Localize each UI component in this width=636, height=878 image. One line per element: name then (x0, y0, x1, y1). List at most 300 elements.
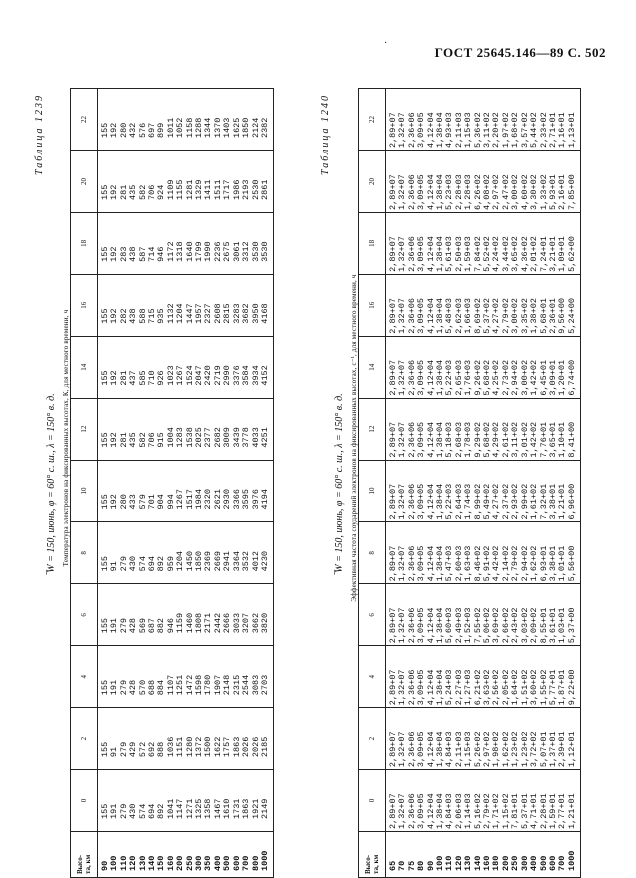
value-cell: 1986 (233, 151, 242, 213)
value-cell: 3,44+02 (502, 212, 511, 274)
value-cell: 2719 (214, 336, 223, 398)
value-cell: 3,35+02 (521, 274, 530, 336)
value-cell: 4168 (261, 274, 274, 336)
value-cell: 701 (148, 460, 157, 522)
table-row (233, 89, 242, 878)
value-cell: 4,12+04 (427, 522, 436, 584)
value-cell: 1155 (176, 151, 185, 213)
value-cell: 3,00+02 (511, 274, 520, 336)
value-cell: 572 (139, 708, 148, 770)
value-cell: 3,21+01 (549, 212, 558, 274)
value-cell: 1467 (214, 770, 223, 832)
value-cell: 1,32+07 (398, 398, 407, 460)
value-cell: 5,61+03 (445, 212, 454, 274)
value-cell: 715 (148, 274, 157, 336)
value-cell: 438 (129, 212, 138, 274)
table-label: Таблица 1240 (320, 94, 331, 175)
column-header-hour: 14 (359, 336, 386, 398)
value-cell: 4,84+03 (445, 708, 454, 770)
value-cell: 279 (120, 584, 129, 646)
column-header-hour: 6 (71, 584, 98, 646)
value-cell: 3682 (242, 274, 251, 336)
value-cell: 3439 (233, 398, 242, 460)
value-cell: 2442 (214, 584, 223, 646)
value-cell: 3,72+02 (530, 708, 539, 770)
value-cell: 5,60+03 (445, 584, 454, 646)
value-cell: 1,66+03 (464, 274, 473, 336)
value-cell: 155 (98, 151, 111, 213)
value-cell: 1,32+07 (398, 89, 407, 151)
value-cell: 1,61+02 (530, 460, 539, 522)
row-height-cell: 300 (195, 832, 204, 878)
value-cell: 2,61+02 (502, 398, 511, 460)
row-height-cell: 80 (417, 832, 426, 878)
value-cell: 1625 (233, 89, 242, 151)
value-cell: 5,62+00 (568, 212, 581, 274)
value-cell: 2327 (204, 274, 213, 336)
table-row (204, 89, 213, 878)
value-cell: 1,32+07 (398, 522, 407, 584)
value-cell: 3083 (252, 646, 261, 708)
value-cell: 1,62+02 (530, 522, 539, 584)
value-cell: 5,37+02 (483, 274, 492, 336)
value-cell: 2,89+07 (386, 89, 399, 151)
value-cell: 1107 (167, 646, 176, 708)
row-height-cell: 90 (427, 832, 436, 878)
value-cell: 882 (157, 584, 166, 646)
value-cell: 5,24+00 (568, 274, 581, 336)
value-cell: 3,69+02 (492, 584, 501, 646)
value-cell: 3,57+02 (521, 89, 530, 151)
table-row (98, 89, 111, 878)
value-cell: 2124 (252, 89, 261, 151)
value-cell: 2,89+07 (386, 522, 399, 584)
value-cell: 1267 (176, 336, 185, 398)
rotated-content (36, 88, 596, 878)
value-cell: 3584 (242, 336, 251, 398)
column-header-hour: 12 (359, 398, 386, 460)
value-cell: 9,56+00 (558, 274, 567, 336)
value-cell: 1472 (186, 646, 195, 708)
table-row (195, 89, 204, 878)
value-cell: 1,62+02 (502, 708, 511, 770)
value-cell: 7,32+01 (540, 460, 549, 522)
value-cell: 582 (139, 151, 148, 213)
value-cell: 3976 (252, 460, 261, 522)
value-cell: 6,96+00 (568, 460, 581, 522)
value-cell: 1036 (167, 708, 176, 770)
value-cell: 1511 (214, 151, 223, 213)
value-cell: 5,77+01 (549, 646, 558, 708)
value-cell: 1,33+02 (540, 151, 549, 213)
value-cell: 1,38+02 (530, 274, 539, 336)
value-cell: 3033 (233, 584, 242, 646)
table-caption: Температура электронов на фиксированных высотах, К, для местного времени, ч (62, 309, 70, 567)
value-cell: 5,07+01 (540, 708, 549, 770)
value-cell: 279 (120, 708, 129, 770)
value-cell: 2815 (223, 274, 232, 336)
value-cell: 1,32+07 (398, 460, 407, 522)
table-subtitle: ̅W = 150, июнь, φ = 60° с. ш., λ = 150° в. д. (46, 393, 57, 573)
row-height-cell: 200 (502, 832, 511, 878)
value-cell: 1,38+04 (436, 89, 445, 151)
value-cell: 1158 (186, 89, 195, 151)
value-cell: 91 (110, 708, 119, 770)
value-cell: 1370 (214, 89, 223, 151)
value-cell: 2930 (223, 460, 232, 522)
value-cell: 3934 (252, 336, 261, 398)
value-cell: 155 (98, 398, 111, 460)
value-cell: 1011 (167, 89, 176, 151)
table-caption: Эффективная частота соударений электронов на фиксированных высотах, с⁻¹, для местного времени, ч (350, 274, 358, 602)
value-cell: 2236 (214, 212, 223, 274)
value-cell: 282 (120, 274, 129, 336)
value-cell: 1288 (195, 89, 204, 151)
value-cell: 6,21+02 (474, 646, 483, 708)
row-height-cell: 70 (398, 832, 407, 878)
value-cell: 1,32+07 (398, 770, 407, 832)
value-cell: 904 (157, 460, 166, 522)
row-height-cell: 400 (530, 832, 539, 878)
value-cell: 1,87+01 (558, 646, 567, 708)
value-cell: 2148 (223, 646, 232, 708)
value-cell: 9,29+02 (474, 398, 483, 460)
value-cell: 574 (139, 522, 148, 584)
row-height-cell: 150 (157, 832, 166, 878)
value-cell: 2,16+01 (558, 151, 567, 213)
value-cell: 155 (98, 584, 111, 646)
value-cell: 430 (129, 522, 138, 584)
value-cell: 428 (129, 646, 138, 708)
value-cell: 1,38+04 (436, 770, 445, 832)
value-cell: 1,32+07 (398, 336, 407, 398)
value-cell: 899 (157, 89, 166, 151)
value-cell: 2,36+06 (408, 770, 417, 832)
value-cell: 192 (110, 89, 119, 151)
value-cell: 2,27+03 (455, 646, 464, 708)
value-cell: 1325 (195, 770, 204, 832)
value-cell: 884 (157, 646, 166, 708)
value-cell: 2,36+06 (408, 336, 417, 398)
column-header-hour: 18 (359, 212, 386, 274)
value-cell: 5,18+03 (445, 398, 454, 460)
value-cell: 2,89+07 (386, 151, 399, 213)
value-cell: 3532 (242, 522, 251, 584)
value-cell: 7,85+00 (568, 151, 581, 213)
value-cell: 888 (157, 708, 166, 770)
value-cell: 2,66+02 (502, 584, 511, 646)
value-cell: 4,12+04 (427, 770, 436, 832)
value-cell: 4,12+04 (427, 274, 436, 336)
row-height-cell: 400 (214, 832, 223, 878)
value-cell: 2,62+03 (455, 274, 464, 336)
table-row (261, 89, 274, 878)
value-cell: 2,37+02 (502, 460, 511, 522)
value-cell: 6,93+01 (540, 522, 549, 584)
value-cell: 1,38+04 (436, 274, 445, 336)
column-header-hour: 0 (71, 770, 98, 832)
value-cell: 1,15+02 (502, 770, 511, 832)
value-cell: 4194 (261, 460, 274, 522)
value-cell: 1041 (167, 770, 176, 832)
value-cell: 1251 (176, 646, 185, 708)
data-table (70, 88, 274, 878)
value-cell: 1,38+04 (436, 336, 445, 398)
value-cell: 5,23+03 (445, 151, 454, 213)
value-cell: 432 (129, 89, 138, 151)
value-cell: 1,38+04 (436, 212, 445, 274)
value-cell: 694 (148, 770, 157, 832)
value-cell: 2,65+03 (455, 336, 464, 398)
value-cell: 5,24+03 (445, 646, 454, 708)
table-subtitle: ̅W = 150, июнь, φ = 60° с. ш., λ = 150° в. д. (334, 393, 345, 573)
value-cell: 1984 (195, 460, 204, 522)
value-cell: 192 (110, 274, 119, 336)
value-cell: 435 (129, 151, 138, 213)
value-cell: 4,93+03 (445, 89, 454, 151)
value-cell: 2,89+07 (386, 398, 399, 460)
value-cell: 2861 (261, 151, 274, 213)
value-cell: 3207 (242, 584, 251, 646)
column-header-hour: 22 (71, 89, 98, 151)
value-cell: 4,27+02 (492, 274, 501, 336)
value-cell: 3,09+05 (417, 398, 426, 460)
value-cell: 91 (110, 522, 119, 584)
value-cell: 959 (167, 522, 176, 584)
value-cell: 1,21+01 (558, 460, 567, 522)
value-cell: 1622 (214, 708, 223, 770)
value-cell: 1,52+03 (464, 584, 473, 646)
value-cell: 3,09+05 (417, 770, 426, 832)
value-cell: 1,21+01 (568, 770, 581, 832)
value-cell: 155 (98, 460, 111, 522)
value-cell: 192 (110, 212, 119, 274)
value-cell: 579 (139, 460, 148, 522)
row-height-cell: 140 (148, 832, 157, 878)
row-height-cell: 800 (252, 832, 261, 878)
value-cell: 1,14+03 (464, 770, 473, 832)
value-cell: 280 (120, 89, 129, 151)
value-cell: 1267 (176, 460, 185, 522)
column-header-height: Высо- та, км (359, 832, 386, 878)
value-cell: 2,60+03 (455, 522, 464, 584)
value-cell: 710 (148, 336, 157, 398)
value-cell: 8,69+02 (474, 274, 483, 336)
value-cell: 191 (110, 646, 119, 708)
value-cell: 5,22+03 (445, 460, 454, 522)
value-cell: 576 (139, 89, 148, 151)
value-cell: 155 (98, 646, 111, 708)
value-cell: 2530 (252, 151, 261, 213)
column-header-hour: 16 (71, 274, 98, 336)
value-cell: 1,20+01 (558, 336, 567, 398)
value-cell: 5,52+02 (483, 212, 492, 274)
value-cell: 1,38+04 (436, 646, 445, 708)
value-cell: 1,03+01 (558, 584, 567, 646)
value-cell: 1151 (176, 708, 185, 770)
value-cell: 4152 (261, 336, 274, 398)
column-header-hour: 8 (71, 522, 98, 584)
value-cell: 2,47+02 (502, 151, 511, 213)
value-cell: 1,97+02 (502, 89, 511, 151)
value-cell: 1907 (214, 646, 223, 708)
value-cell: 1,38+04 (436, 398, 445, 460)
value-cell: 5,68+02 (483, 398, 492, 460)
page-mark: · (384, 38, 388, 49)
column-header-hour: 2 (71, 708, 98, 770)
value-cell: 3,09+05 (417, 212, 426, 274)
value-cell: 1799 (195, 212, 204, 274)
value-cell: 3364 (233, 522, 242, 584)
value-cell: 2,97+02 (492, 151, 501, 213)
value-cell: 4,12+04 (427, 151, 436, 213)
row-height-cell: 160 (167, 832, 176, 878)
value-cell: 4,12+04 (427, 646, 436, 708)
row-height-cell: 1000 (568, 832, 581, 878)
value-cell: 1921 (252, 770, 261, 832)
value-cell: 2,11+03 (455, 89, 464, 151)
value-cell: 2149 (261, 770, 274, 832)
value-cell: 2,94+02 (511, 336, 520, 398)
value-cell: 2047 (195, 336, 204, 398)
value-cell: 2,11+03 (455, 708, 464, 770)
value-cell: 281 (120, 398, 129, 460)
value-cell: 2,14+02 (502, 522, 511, 584)
value-cell: 2990 (223, 336, 232, 398)
value-cell: 2,89+07 (386, 646, 399, 708)
value-cell: 2,93+02 (511, 460, 520, 522)
value-cell: 2,36+06 (408, 212, 417, 274)
value-cell: 1358 (204, 770, 213, 832)
value-cell: 1717 (223, 151, 232, 213)
table-row (148, 89, 157, 878)
value-cell: 438 (129, 274, 138, 336)
value-cell: 3283 (233, 274, 242, 336)
value-cell: 1,15+03 (464, 708, 473, 770)
value-cell: 2544 (242, 646, 251, 708)
page-header: ГОСТ 25645.146—89 С. 502 (434, 45, 606, 60)
value-cell: 2,89+07 (386, 274, 399, 336)
value-cell: 155 (98, 522, 111, 584)
column-header-hour: 10 (359, 460, 386, 522)
value-cell: 1,32+07 (398, 584, 407, 646)
value-cell: 8,55+01 (540, 584, 549, 646)
value-cell: 1447 (186, 274, 195, 336)
value-cell: 2,36+01 (549, 274, 558, 336)
value-cell: 2608 (214, 274, 223, 336)
value-cell: 2,49+03 (455, 584, 464, 646)
value-cell: 4,24+02 (492, 212, 501, 274)
column-header-hour: 10 (71, 460, 98, 522)
value-cell: 1,78+03 (464, 398, 473, 460)
value-cell: 5,37+00 (568, 584, 581, 646)
value-cell: 1280 (186, 708, 195, 770)
value-cell: 3820 (261, 584, 274, 646)
value-cell: 3,38+01 (549, 522, 558, 584)
value-cell: 7,76+01 (540, 398, 549, 460)
value-cell: 4,71+01 (530, 770, 539, 832)
table-row (157, 89, 166, 878)
value-cell: 6,26+02 (474, 151, 483, 213)
row-height-cell: 600 (549, 832, 558, 878)
value-cell: 5,22+03 (445, 336, 454, 398)
value-cell: 3,11+02 (511, 398, 520, 460)
value-cell: 2669 (214, 522, 223, 584)
value-cell: 4,36+02 (521, 212, 530, 274)
value-cell: 5,47+03 (445, 522, 454, 584)
value-cell: 2,89+07 (386, 584, 399, 646)
value-cell: 2,79+02 (483, 770, 492, 832)
value-cell: 1524 (186, 336, 195, 398)
value-cell: 4,12+04 (427, 336, 436, 398)
row-height-cell: 110 (445, 832, 454, 878)
value-cell: 714 (148, 212, 157, 274)
value-cell: 2666 (223, 584, 232, 646)
value-cell: 1,59+01 (549, 770, 558, 832)
value-cell: 2,89+07 (386, 336, 399, 398)
value-cell: 1,27+03 (464, 646, 473, 708)
value-cell: 1,64+02 (511, 646, 520, 708)
value-cell: 281 (120, 336, 129, 398)
value-cell: 2185 (261, 708, 274, 770)
table-row (242, 89, 251, 878)
value-cell: 5,68+02 (483, 336, 492, 398)
value-cell: 3,09+05 (417, 708, 426, 770)
value-cell: 1,32+07 (398, 708, 407, 770)
table-row (176, 89, 185, 878)
value-cell: 3,03+02 (521, 584, 530, 646)
row-height-cell: 90 (98, 832, 111, 878)
value-cell: 915 (157, 398, 166, 460)
value-cell: 3,09+05 (417, 522, 426, 584)
value-cell: 1850 (195, 522, 204, 584)
value-cell: 2,36+06 (408, 151, 417, 213)
value-cell: 2,97+02 (483, 708, 492, 770)
row-height-cell: 700 (558, 832, 567, 878)
value-cell: 697 (148, 89, 157, 151)
value-cell: 4,12+04 (427, 89, 436, 151)
value-cell: 2,79+02 (511, 522, 520, 584)
row-height-cell: 65 (386, 832, 399, 878)
value-cell: 588 (139, 274, 148, 336)
value-cell: 706 (148, 151, 157, 213)
value-cell: 2,39+01 (558, 708, 567, 770)
value-cell: 1,38+04 (436, 151, 445, 213)
value-cell: 3595 (242, 460, 251, 522)
value-cell: 1318 (176, 212, 185, 274)
value-cell: 1172 (167, 212, 176, 274)
value-cell: 3,09+05 (417, 460, 426, 522)
value-cell: 4,12+04 (427, 460, 436, 522)
value-cell: 5,26+02 (474, 708, 483, 770)
value-cell: 1,32+07 (398, 151, 407, 213)
value-cell: 574 (139, 770, 148, 832)
row-height-cell: 250 (511, 832, 520, 878)
value-cell: 3,61+01 (549, 584, 558, 646)
value-cell: 2,36+06 (408, 460, 417, 522)
value-cell: 946 (157, 212, 166, 274)
value-cell: 2,43+02 (511, 584, 520, 646)
value-cell: 2,28+03 (455, 151, 464, 213)
value-cell: 1990 (204, 212, 213, 274)
value-cell: 3312 (242, 212, 251, 274)
value-cell: 2,36+06 (408, 708, 417, 770)
value-cell: 4,12+04 (427, 212, 436, 274)
column-header-hour: 4 (359, 646, 386, 708)
value-cell: 3,65+02 (511, 212, 520, 274)
row-height-cell: 120 (455, 832, 464, 878)
value-cell: 155 (98, 212, 111, 274)
